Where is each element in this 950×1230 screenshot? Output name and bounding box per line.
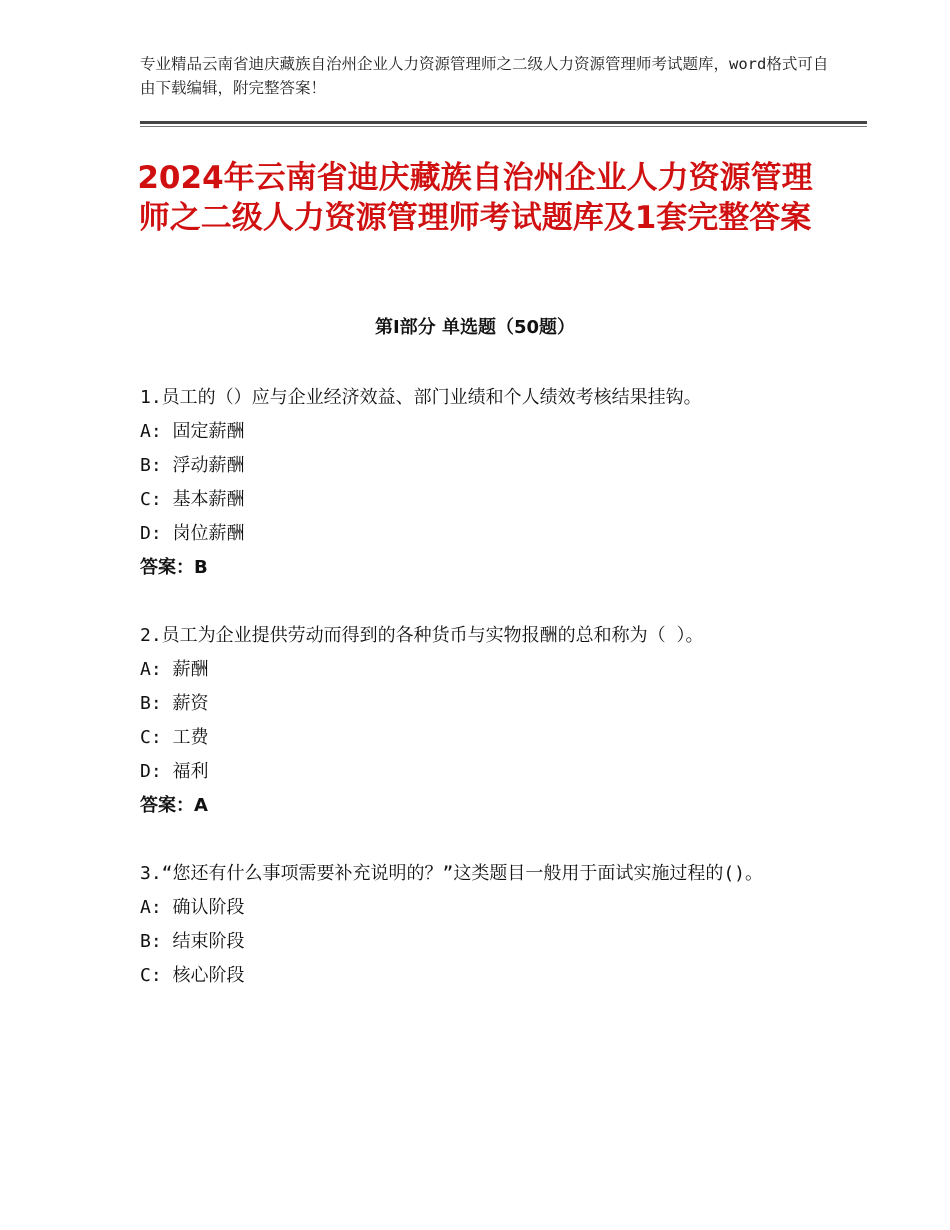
question-stem: 2.员工为企业提供劳动而得到的各种货币与实物报酬的总和称为（ ）。 <box>140 625 704 646</box>
option-a: A: 固定薪酬 <box>140 421 245 442</box>
option-d: D: 福利 <box>140 761 209 782</box>
option-d: D: 岗位薪酬 <box>140 523 245 544</box>
option-b: B: 浮动薪酬 <box>140 455 245 476</box>
question-1 <box>140 381 800 585</box>
section-title: 第Ⅰ部分 单选题（50题） <box>374 317 575 338</box>
option-a: A: 薪酬 <box>140 659 209 680</box>
option-b: B: 薪资 <box>140 693 209 714</box>
answer-label: 答案：B <box>140 557 208 578</box>
header-divider-thick <box>140 121 867 124</box>
answer-label: 答案：A <box>140 795 208 816</box>
question-list <box>140 381 800 1027</box>
question-stem: 1.员工的（）应与企业经济效益、部门业绩和个人绩效考核结果挂钩。 <box>140 387 702 408</box>
option-c: C: 工费 <box>140 727 209 748</box>
header-note: 专业精品云南省迪庆藏族自治州企业人力资源管理师之二级人力资源管理师考试题库，word格式可自由下载编辑，附完整答案！ <box>140 55 829 97</box>
question-2 <box>140 619 800 823</box>
document-title: 2024年云南省迪庆藏族自治州企业人力资源管理师之二级人力资源管理师考试题库及1套完整答案 <box>137 160 813 236</box>
option-a: A: 确认阶段 <box>140 897 245 918</box>
question-3 <box>140 857 800 993</box>
option-c: C: 基本薪酬 <box>140 489 245 510</box>
header-divider-thin <box>140 126 867 127</box>
option-c: C: 核心阶段 <box>140 965 245 986</box>
question-stem: 3.“您还有什么事项需要补充说明的？”这类题目一般用于面试实施过程的()。 <box>140 863 764 884</box>
option-b: B: 结束阶段 <box>140 931 245 952</box>
